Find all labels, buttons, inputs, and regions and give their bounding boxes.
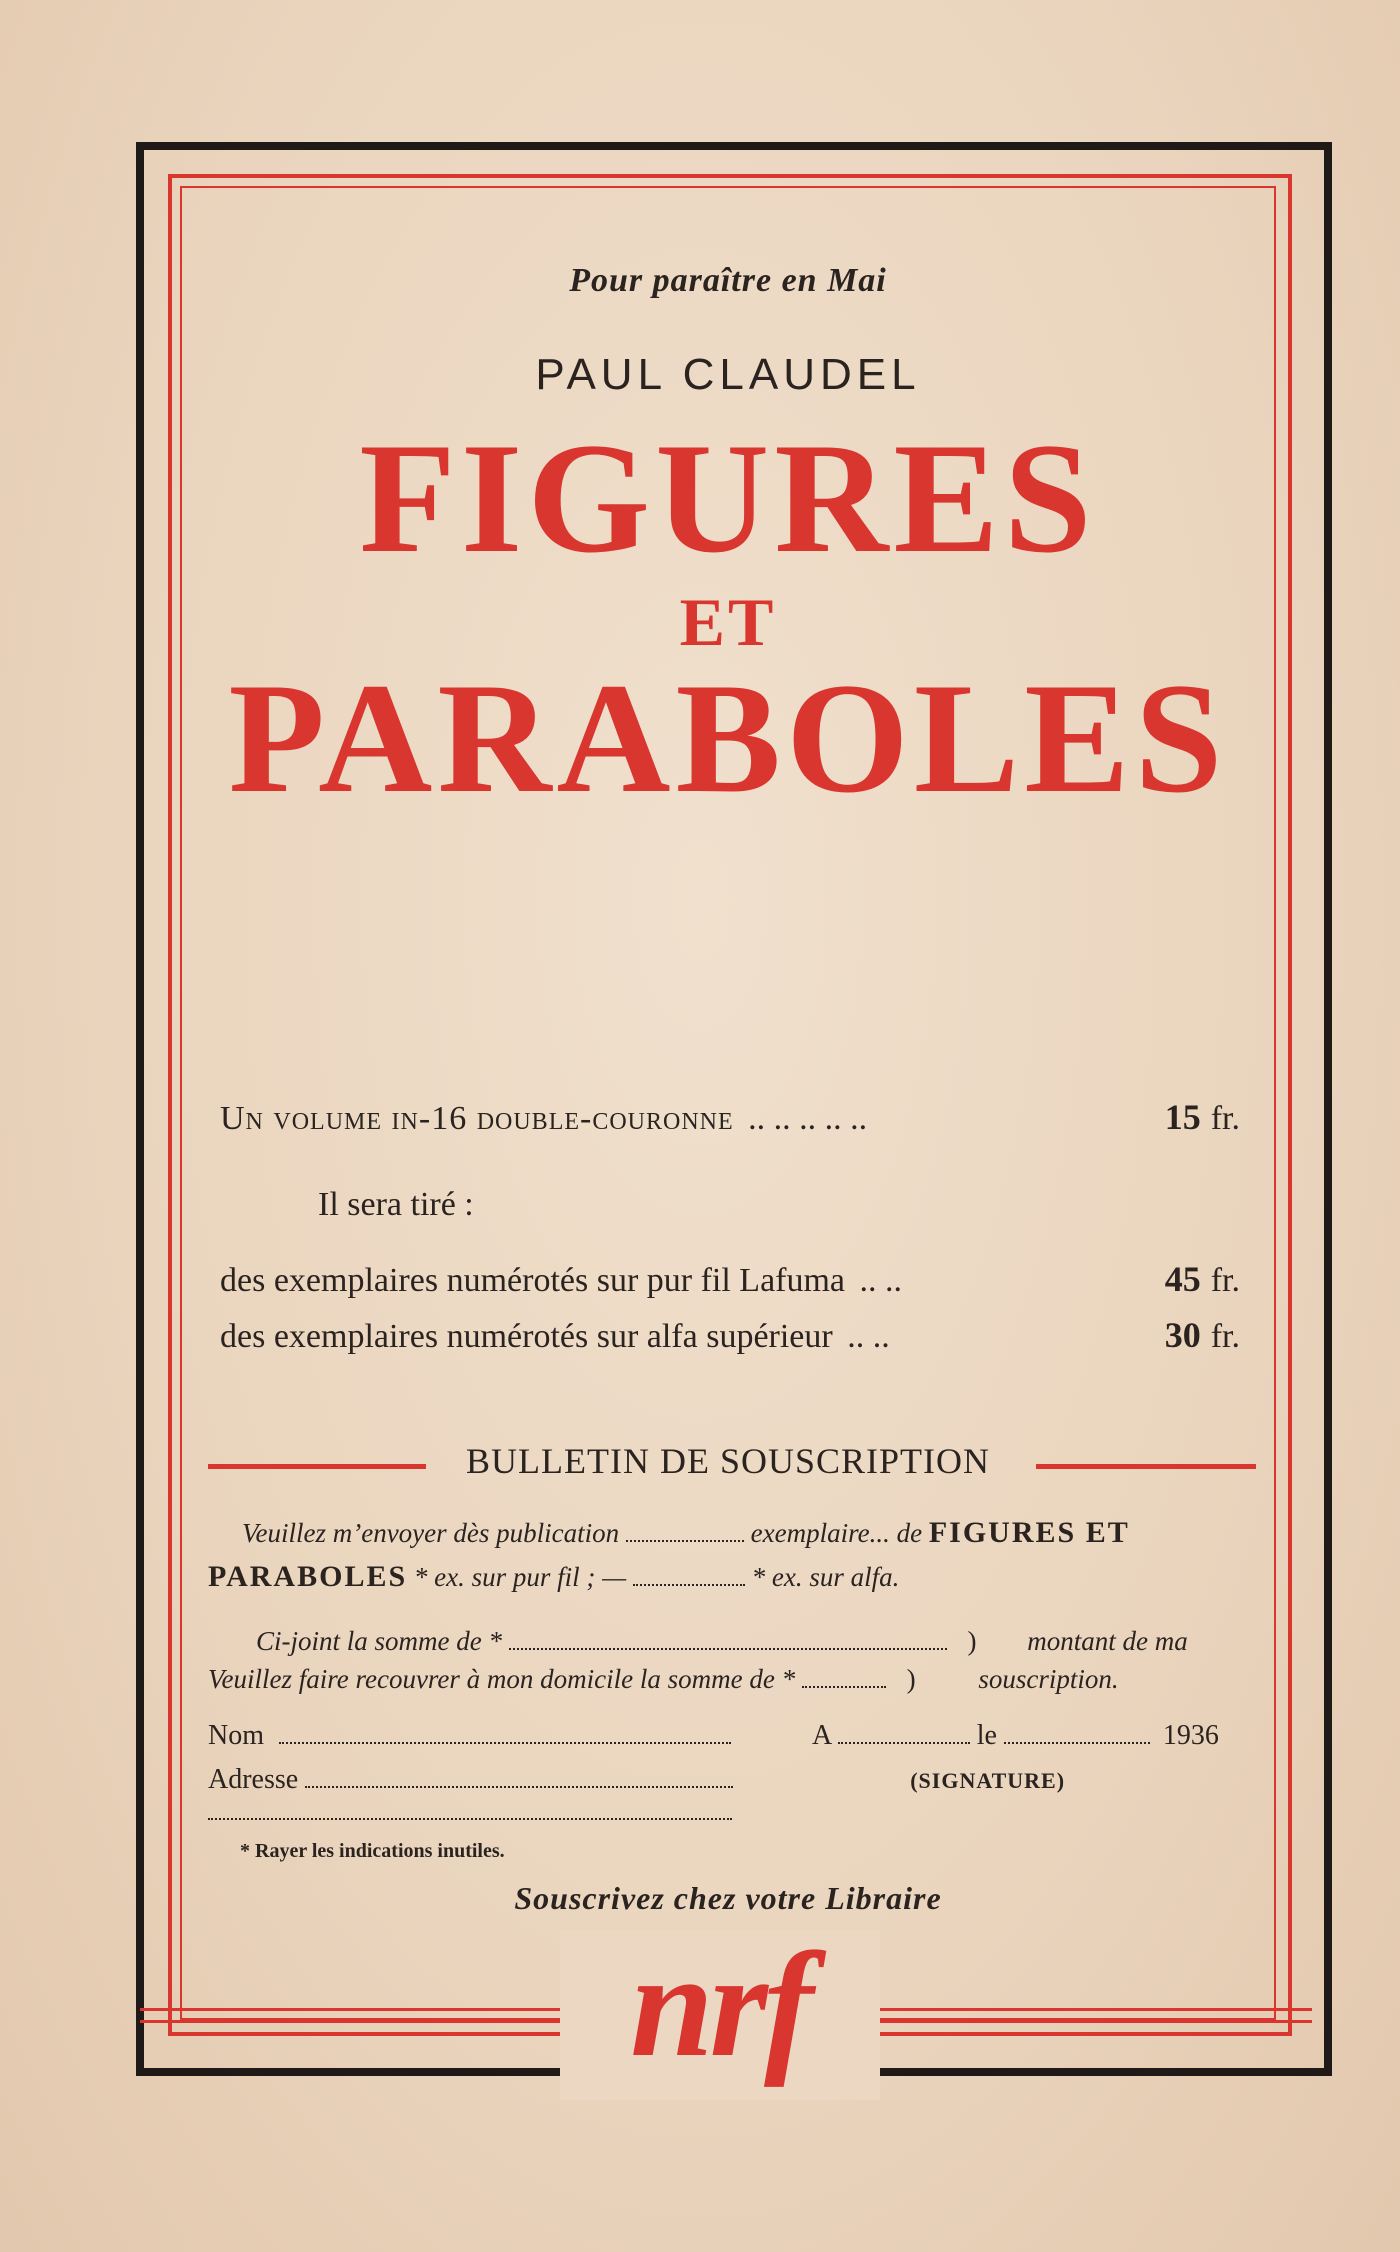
- adresse-label: Adresse: [208, 1764, 299, 1795]
- author-name: PAUL CLAUDEL: [535, 350, 921, 399]
- edition-price: 30: [1164, 1315, 1201, 1355]
- bulletin-title: BULLETIN DE SOUSCRIPTION: [466, 1441, 990, 1481]
- payment-line-2: [208, 1664, 1248, 1695]
- title-figures: FIGURES: [359, 411, 1097, 586]
- edition-label: des exemplaires numérotés sur alfa supérieur: [220, 1318, 833, 1355]
- title-paraboles: PARABOLES: [228, 651, 1228, 826]
- date-label: le: [976, 1720, 997, 1751]
- edition-currency: fr.: [1210, 1318, 1240, 1355]
- place-label: A: [812, 1720, 831, 1751]
- tagline: Pour paraître en Mai: [569, 262, 887, 299]
- footnote: * Rayer les indications inutiles.: [240, 1840, 505, 1862]
- order-book-title-2: PARABOLES: [208, 1560, 408, 1593]
- volume-price-row: [220, 1096, 1240, 1138]
- amount-enclosed-field[interactable]: [509, 1648, 947, 1650]
- brace-note-1: montant de ma: [1027, 1626, 1188, 1656]
- edition-dots: .. ..: [847, 1318, 890, 1355]
- subscribe-note: Souscrivez chez votre Libraire: [514, 1880, 942, 1916]
- quantity-field[interactable]: [626, 1540, 744, 1542]
- payment-enclosed-text: Ci-joint la somme de *: [256, 1626, 502, 1656]
- alfa-text: * ex. sur alfa.: [751, 1562, 900, 1592]
- edition-price: 45: [1164, 1259, 1201, 1299]
- volume-currency: fr.: [1210, 1100, 1240, 1137]
- nrf-logo: nrf: [560, 1930, 880, 2100]
- volume-dots: .. .. .. .. ..: [748, 1100, 868, 1137]
- name-field[interactable]: [279, 1742, 731, 1744]
- volume-price: 15: [1164, 1097, 1201, 1137]
- payment-collect-text: Veuillez faire recouvrer à mon domicile la somme de *: [208, 1664, 796, 1694]
- edition-row: [220, 1258, 1240, 1300]
- name-line: [208, 1720, 1248, 1752]
- order-book-title: FIGURES ET: [928, 1516, 1130, 1549]
- order-text-2: exemplaire... de: [750, 1518, 923, 1548]
- edition-label: des exemplaires numérotés sur pur fil Lafuma: [220, 1262, 846, 1299]
- page-content: [184, 190, 1272, 2020]
- order-line-2: [208, 1560, 1248, 1594]
- date-field[interactable]: [1004, 1742, 1150, 1744]
- tirage-intro: Il sera tiré :: [318, 1186, 474, 1223]
- amount-collect-field[interactable]: [802, 1686, 886, 1688]
- place-field[interactable]: [838, 1742, 970, 1744]
- brace: ): [906, 1664, 916, 1694]
- signature-label: (SIGNATURE): [910, 1768, 1066, 1793]
- payment-line-1: [208, 1626, 1248, 1657]
- edition-currency: fr.: [1210, 1262, 1240, 1299]
- brace: ): [967, 1626, 977, 1656]
- address-field[interactable]: [305, 1786, 733, 1788]
- order-line-1: [208, 1516, 1248, 1550]
- edition-dots: .. ..: [859, 1262, 903, 1299]
- edition-row: [220, 1314, 1240, 1356]
- address-line: [208, 1764, 1248, 1796]
- year: 1936: [1162, 1720, 1219, 1751]
- nom-label: Nom: [208, 1720, 264, 1751]
- alfa-quantity-field[interactable]: [633, 1584, 745, 1586]
- address-field-2[interactable]: [208, 1818, 732, 1820]
- volume-label: Un volume in-16 double-couronne: [220, 1100, 734, 1137]
- brace-note-2: souscription.: [978, 1664, 1119, 1694]
- title-et: ET: [679, 584, 777, 660]
- pur-fil-text: * ex. sur pur fil ; —: [413, 1562, 627, 1592]
- order-text: Veuillez m’envoyer dès publication: [242, 1518, 620, 1548]
